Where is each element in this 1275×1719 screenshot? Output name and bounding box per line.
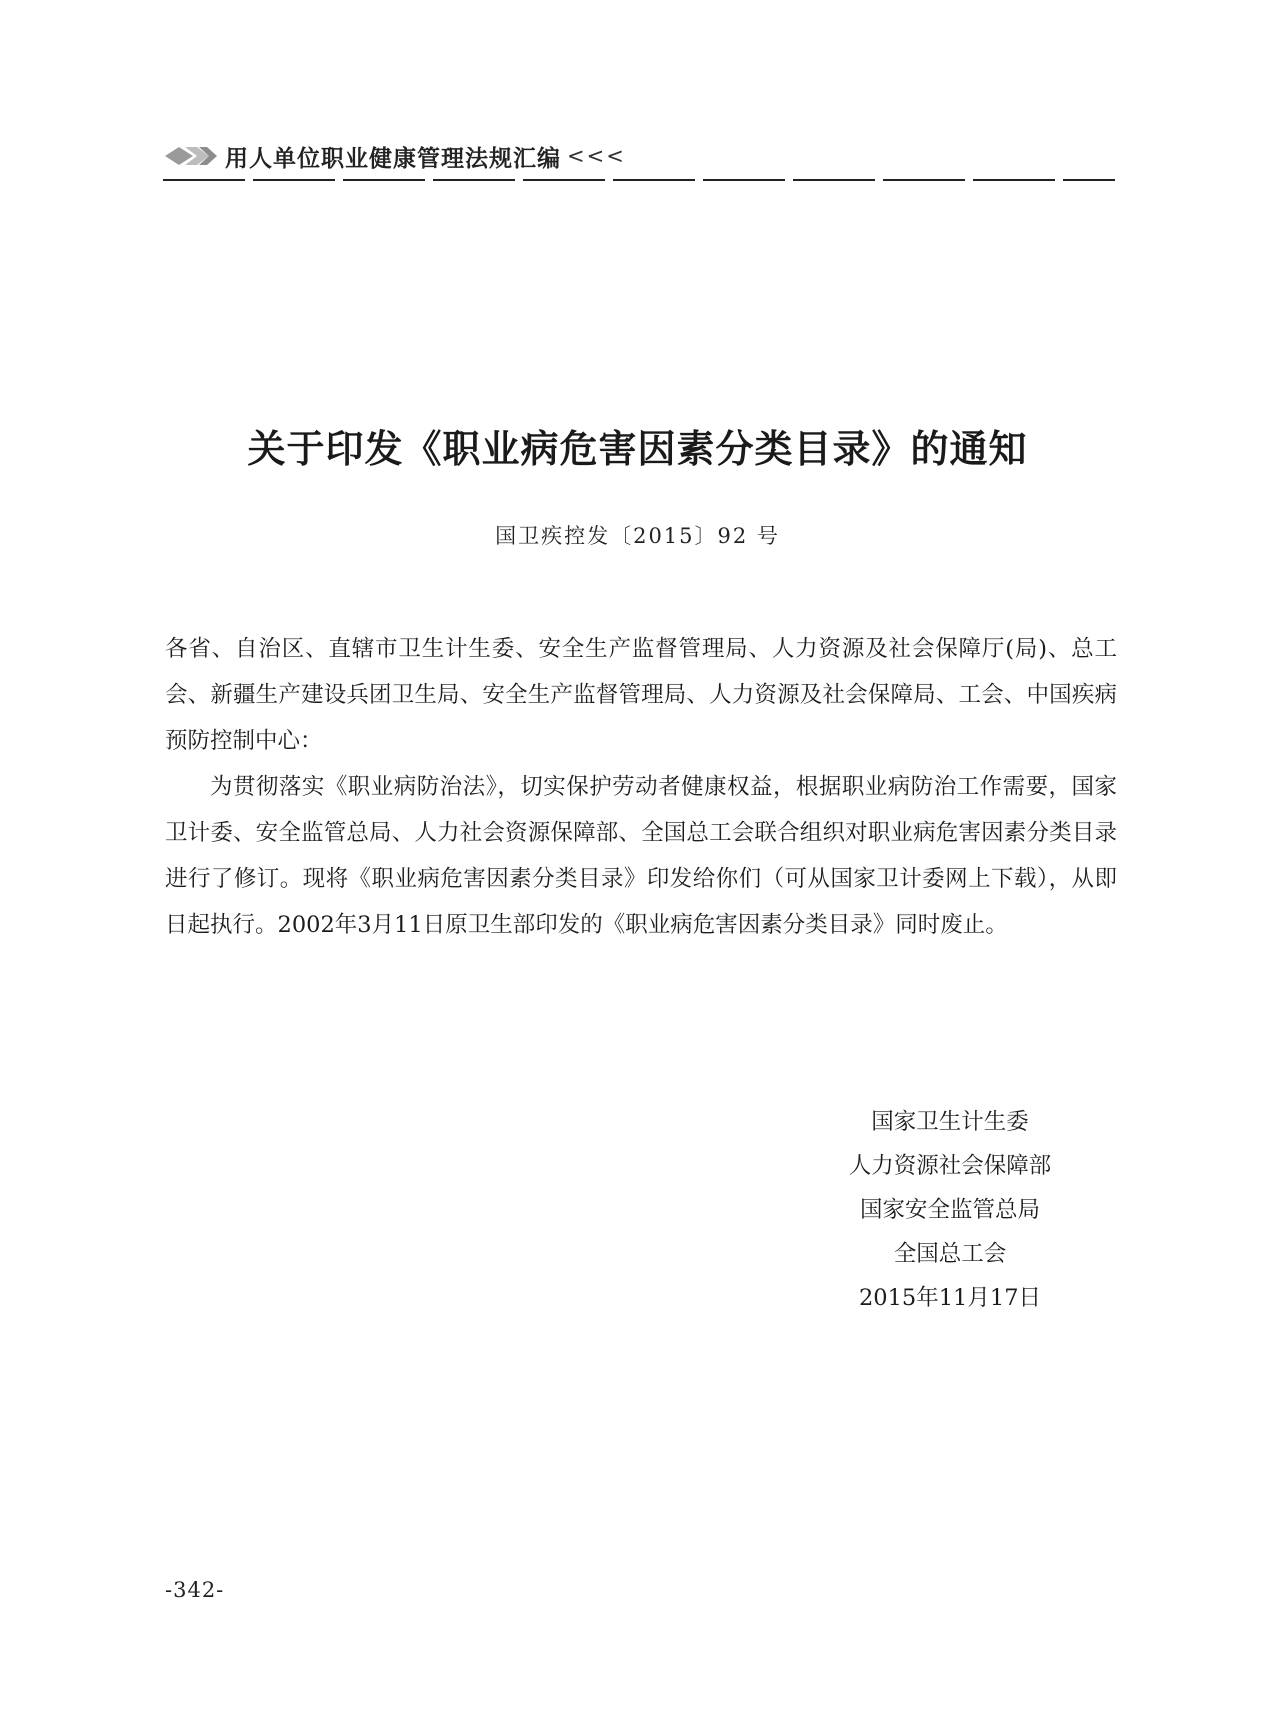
addressee-paragraph: 各省、自治区、直辖市卫生计生委、安全生产监督管理局、人力资源及社会保障厅(局)、总工会、新疆生产建设兵团卫生局、安全生产监督管理局、人力资源及社会保障局、工会、中国疾病预防控制中心： — [165, 636, 1117, 754]
signature-block — [820, 1100, 1080, 1320]
document-body — [165, 626, 1117, 948]
running-header-chevrons: <<< — [567, 144, 626, 168]
header-dashed-rule — [163, 179, 1115, 181]
double-arrow-logo-icon — [163, 143, 219, 169]
running-header-title: 用人单位职业健康管理法规汇编 — [225, 145, 561, 172]
signature-org-nhfpc: 国家卫生计生委 — [871, 1109, 1029, 1135]
signature-date: 2015年11月17日 — [858, 1285, 1042, 1311]
document-number: 国卫疾控发〔2015〕92 号 — [495, 524, 780, 548]
signature-org-acftu: 全国总工会 — [893, 1241, 1007, 1267]
running-header — [163, 138, 626, 174]
signature-org-mohrss: 人力资源社会保障部 — [848, 1153, 1052, 1179]
body-paragraph: 为贯彻落实《职业病防治法》，切实保护劳动者健康权益，根据职业病防治工作需要，国家卫计委、安全监管总局、人力社会资源保障部、全国总工会联合组织对职业病危害因素分类目录进行了修订。现将《职业病危害因素分类目录》印发给你们（可从国家卫计委网上下载），从即日起执行。2002年3月11日原卫生部印发的《职业病危害因素分类目录》同时废止。 — [165, 774, 1117, 938]
document-title: 关于印发《职业病危害因素分类目录》的通知 — [247, 427, 1028, 471]
signature-org-sawsa: 国家安全监管总局 — [859, 1197, 1040, 1223]
page-number: -342- — [165, 1578, 225, 1602]
